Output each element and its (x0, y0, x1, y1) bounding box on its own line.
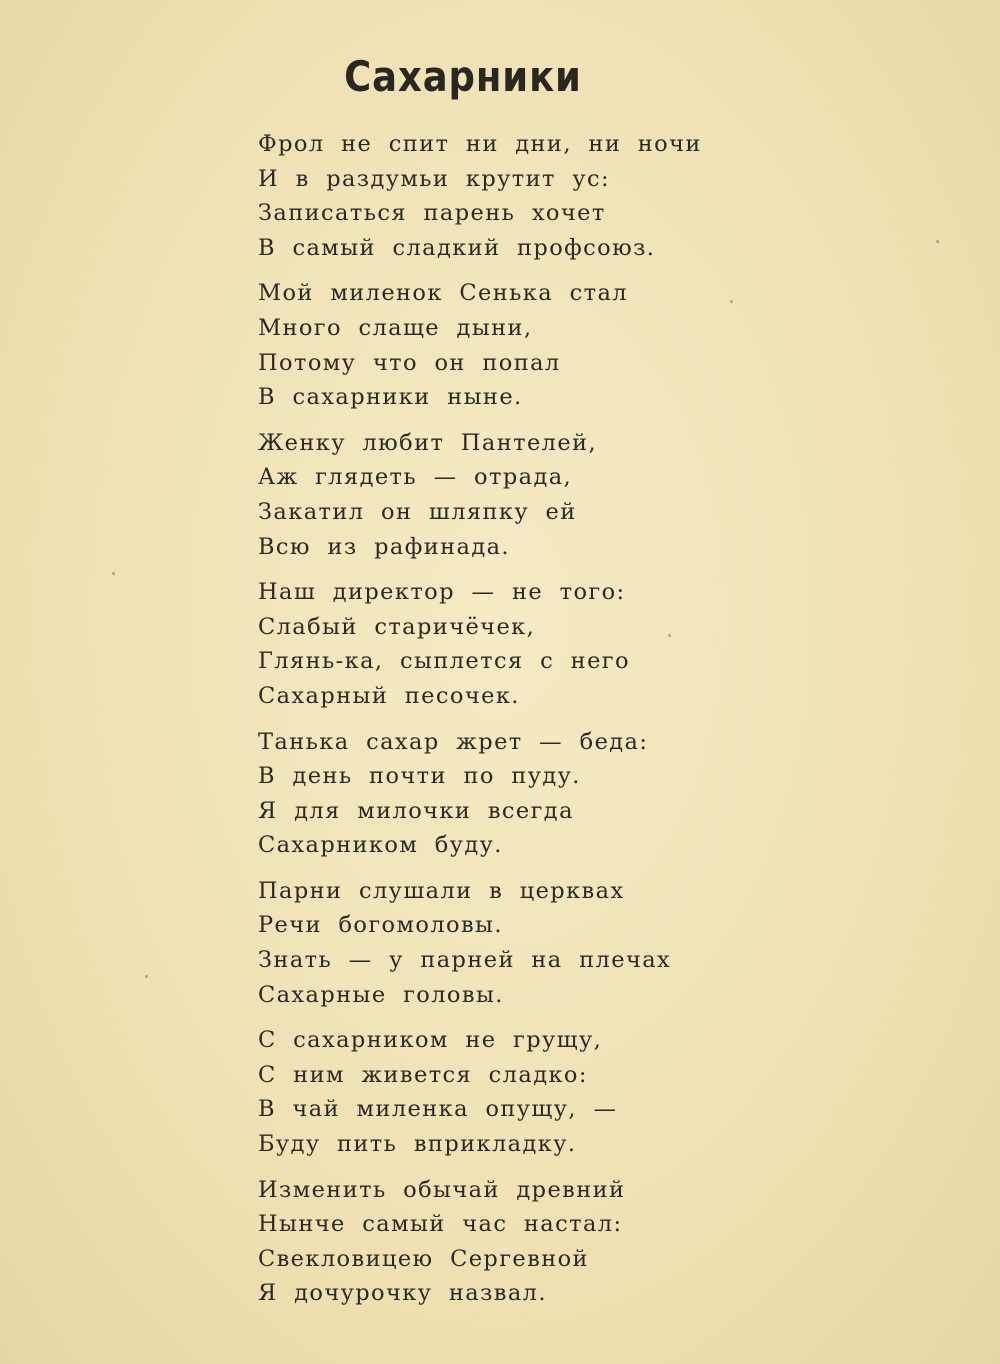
poem-line: Сахарные головы. (258, 981, 504, 1008)
poem-body (258, 127, 958, 1322)
stanza (258, 1173, 958, 1311)
poem-line: Мой миленок Сенька стал (258, 280, 628, 307)
poem-line: Свекловицею Сергевной (258, 1245, 589, 1272)
poem-line: Всю из рафинада. (258, 533, 510, 560)
poem-line: Потому что он попал (258, 349, 561, 376)
poem-line: Нынче самый час настал: (258, 1211, 623, 1238)
poem-line: Знать — у парней на плечах (258, 947, 672, 974)
stanza (258, 276, 958, 414)
poem-line: И в раздумьи крутит ус: (258, 165, 611, 192)
stanza (258, 575, 958, 713)
stanza (258, 725, 958, 863)
paper-speck (145, 975, 148, 978)
poem-line: Сахарный песочек. (258, 682, 520, 709)
poem-line: В самый сладкий профсоюз. (258, 234, 656, 261)
stanza (258, 874, 958, 1012)
poem-line: В сахарники ныне. (258, 384, 523, 411)
poem-line: Глянь-ка, сыплется с него (258, 648, 630, 675)
poem-line: Танька сахар жрет — беда: (258, 728, 649, 755)
poem-title: Сахарники (344, 52, 582, 101)
poem-line: В чай миленка опущу, — (258, 1096, 618, 1123)
poem-line: Парни слушали в церквах (258, 877, 625, 904)
paper-speck (112, 572, 115, 575)
poem-line: Аж глядеть — отрада, (258, 464, 573, 491)
paper-speck (730, 300, 733, 303)
stanza (258, 426, 958, 564)
poem-line: Закатил он шляпку ей (258, 498, 577, 525)
poem-line: Буду пить вприкладку. (258, 1131, 577, 1158)
paper-speck (668, 634, 671, 637)
poem-line: Записаться парень хочет (258, 200, 606, 227)
stanza (258, 1023, 958, 1161)
poem-line: Много слаще дыни, (258, 314, 533, 341)
poem-line: Изменить обычай древний (258, 1176, 626, 1203)
poem-line: В день почти по пуду. (258, 763, 581, 790)
poem-line: Женку любит Пантелей, (258, 429, 598, 456)
poem-line: Слабый старичёчек, (258, 613, 536, 640)
poem-line: Фрол не спит ни дни, ни ночи (258, 131, 702, 157)
poem-line: Речи богомоловы. (258, 912, 503, 939)
poem-line: С ним живется сладко: (258, 1061, 588, 1088)
stanza (258, 127, 958, 265)
poem-line: Я для милочки всегда (258, 797, 574, 824)
poem-line: Сахарником буду. (258, 832, 503, 859)
poem-line: Наш директор — не того: (258, 579, 626, 606)
paper-speck (936, 240, 939, 243)
poem-line: С сахарником не грущу, (258, 1027, 603, 1054)
poem-line: Я дочурочку назвал. (258, 1280, 547, 1307)
